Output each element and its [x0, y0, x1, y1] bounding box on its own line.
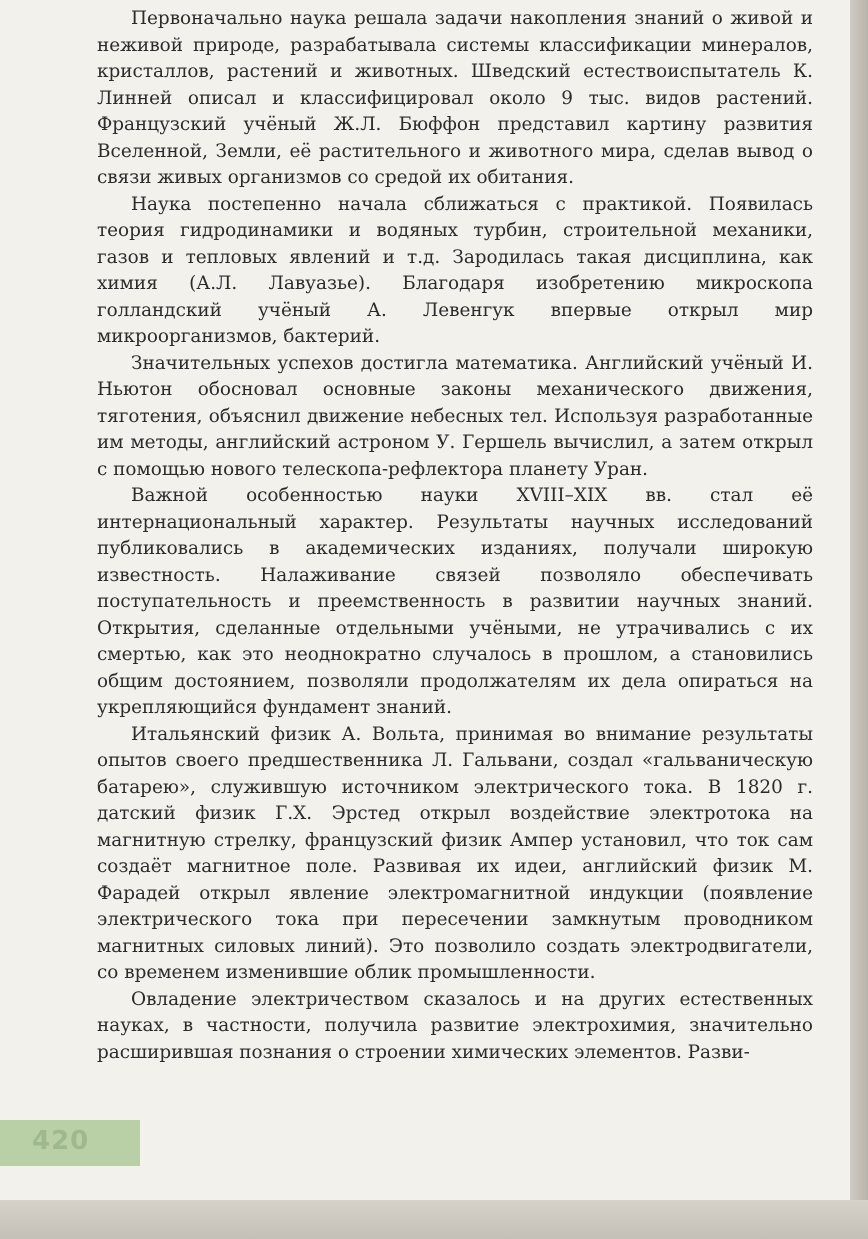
page-number: 420 — [32, 1126, 90, 1156]
page-number-tab — [0, 1120, 140, 1166]
body-text — [97, 6, 813, 1066]
paragraph-6: Овладение электричеством сказалось и на других естественных науках, в частности, получила развитие электрохимия, значительно расширившая познания о строении химических элементов. Разви- — [97, 988, 813, 1063]
paragraph-2: Наука постепенно начала сближаться с практикой. Появилась теория гидродинамики и водяных турбин, строительной механики, газов и тепловых явлений и т.д. Зародилась такая дисциплина, как химия (А.Л. Лавуазье). Благодаря изобретению микроскопа голландский учёный А. Левенгук впервые открыл мир микроорганизмов, бактерий. — [97, 193, 813, 347]
paragraph-1: Первоначально наука решала задачи накопления знаний о живой и неживой природе, разрабатывала системы классификации минералов, кристаллов, растений и животных. Шведский естествоиспытатель К. Линней описал и классифицировал около 9 тыс. видов растений. Французский учёный Ж.Л. Бюффон представил картину развития Вселенной, Земли, её растительного и животного мира, сделав вывод о связи живых организмов со средой их обитания. — [97, 8, 813, 188]
page-edge-shadow — [850, 0, 868, 1239]
paragraph-5: Итальянский физик А. Вольта, принимая во внимание результаты опытов своего предшественника Л. Гальвани, создал «гальваническую батарею», служившую источником электрического тока. В 1820 г. датский физик Г.Х. Эрстед открыл воздействие электротока на магнитную стрелку, французский физик Ампер установил, что ток сам создаёт магнитное поле. Развивая их идеи, английский физик М. Фарадей открыл явление электромагнитной индукции (появление электрического тока при пересечении замкнутым проводником магнитных силовых линий). Это позволило создать электродвигатели, со временем изменившие облик промышленности. — [97, 723, 813, 983]
paragraph-4: Важной особенностью науки XVIII–XIX вв. стал её интернациональный характер. Результаты научных исследований публиковались в академических изданиях, получали широкую известность. Налаживание связей позволяло обеспечивать поступательность и преемственность в развитии научных знаний. Открытия, сделанные отдельными учёными, не утрачивались с их смертью, как это неоднократно случалось в прошлом, а становились общим достоянием, позволяли продолжателям их дела опираться на укрепляющийся фундамент знаний. — [97, 485, 813, 718]
scan-bottom-edge — [0, 1200, 868, 1239]
paragraph-3: Значительных успехов достигла математика. Английский учёный И. Ньютон обосновал основные законы механического движения, тяготения, объяснил движение небесных тел. Используя разработанные им методы, английский астроном У. Гершель вычислил, а затем открыл с помощью нового телескопа-рефлектора планету Уран. — [97, 352, 813, 480]
